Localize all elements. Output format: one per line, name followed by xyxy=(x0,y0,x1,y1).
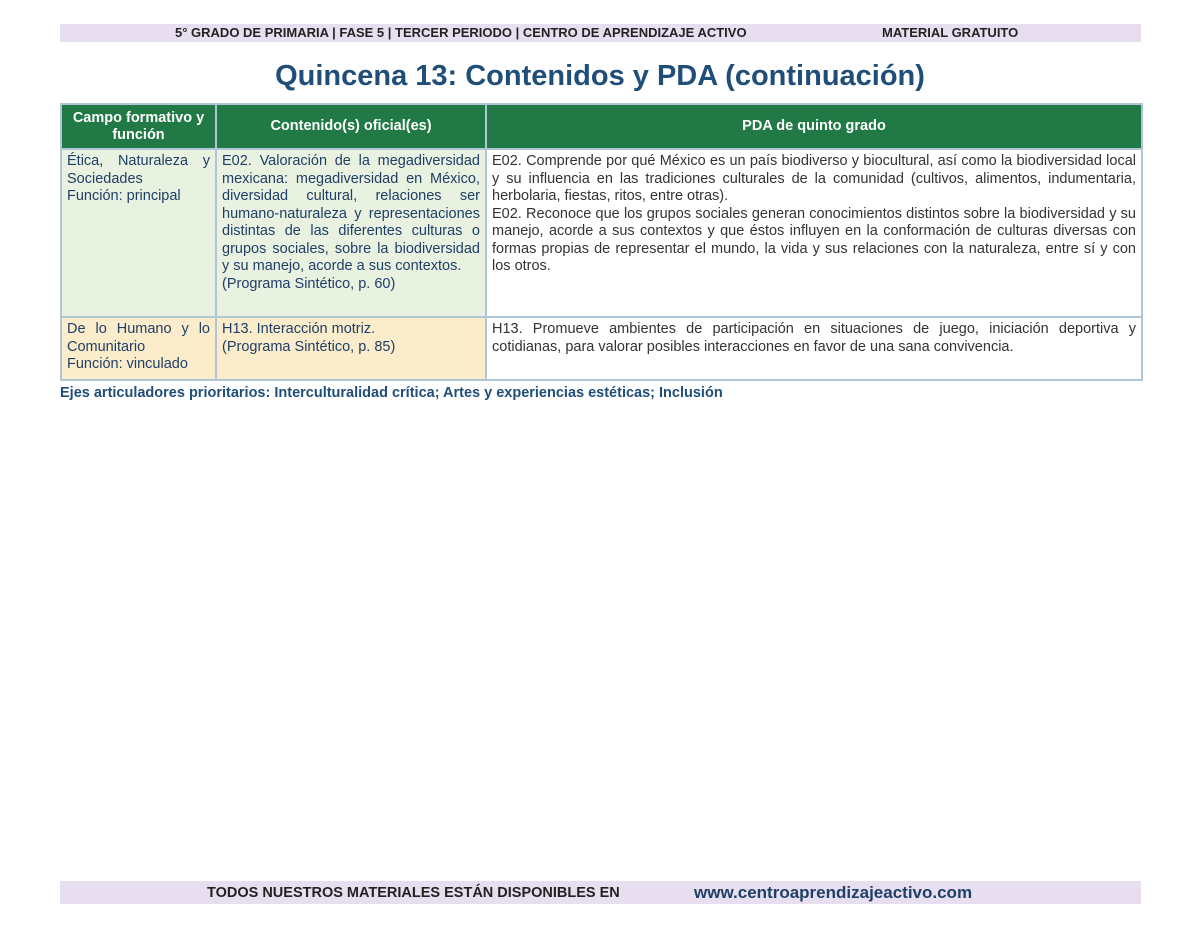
table-row xyxy=(61,149,1142,317)
campo-function: Función: vinculado xyxy=(67,356,188,372)
pda-item: E02. Reconoce que los grupos sociales generan conocimientos distintos sobre la biodiversidad y su manejo, acorde a sus contextos y que éstos influyen en la conformación de culturas diversas con formas propias de representar el mundo, la vida y sus relaciones con la naturaleza, entre sí y con los otros. xyxy=(492,205,1136,274)
contenido-text: H13. Interacción motriz. xyxy=(222,321,376,337)
contenido-text: E02. Valoración de la megadiversidad mexicana: megadiversidad en México, diversidad cultural, relaciones ser humano-naturaleza y representaciones distintas de las diferentes culturas o grupos sociales, sobre la biodiversidad y su manejo, acorde a sus contextos. xyxy=(222,153,480,274)
contenido-cell xyxy=(216,317,486,380)
table-row xyxy=(61,317,1142,380)
contenido-reference: (Programa Sintético, p. 85) xyxy=(222,338,396,355)
contents-table xyxy=(60,103,1143,381)
header-contenido: Contenido(s) oficial(es) xyxy=(216,104,486,149)
footer-label: TODOS NUESTROS MATERIALES ESTÁN DISPONIBLES EN xyxy=(207,885,620,901)
top-banner xyxy=(60,24,1141,42)
campo-cell xyxy=(61,317,216,380)
campo-function: Función: principal xyxy=(67,188,181,204)
contenido-cell xyxy=(216,149,486,317)
pda-item: H13. Promueve ambientes de participación en situaciones de juego, iniciación deportiva y cotidianas, para valorar posibles interacciones en favor de una sana convivencia. xyxy=(492,321,1136,355)
grade-info: 5° GRADO DE PRIMARIA | FASE 5 | TERCER PERIODO | CENTRO DE APRENDIZAJE ACTIVO xyxy=(175,25,747,40)
campo-name: De lo Humano y lo Comunitario xyxy=(67,321,210,355)
page-title: Quincena 13: Contenidos y PDA (continuación) xyxy=(275,60,925,92)
free-material-label: MATERIAL GRATUITO xyxy=(882,25,1019,40)
header-pda: PDA de quinto grado xyxy=(486,104,1142,149)
footer-banner xyxy=(60,881,1141,904)
pda-cell xyxy=(486,149,1142,317)
ejes-articuladores: Ejes articuladores prioritarios: Interculturalidad crítica; Artes y experiencias estéticas; Inclusión xyxy=(60,385,723,401)
campo-name: Ética, Naturaleza y Sociedades xyxy=(67,153,210,187)
table-header-row xyxy=(61,104,1142,149)
contenido-reference: (Programa Sintético, p. 60) xyxy=(222,275,396,292)
pda-cell xyxy=(486,317,1142,380)
website-link[interactable]: www.centroaprendizajeactivo.com xyxy=(694,883,973,902)
pda-item: E02. Comprende por qué México es un país biodiverso y biocultural, así como la biodiversidad local y su influencia en las tradiciones culturales de la comunidad (cultivos, alimentos, indumentaria, herbolaria, fiestas, ritos, entre otras). xyxy=(492,153,1136,204)
campo-cell xyxy=(61,149,216,317)
header-campo: Campo formativo y función xyxy=(61,104,216,149)
